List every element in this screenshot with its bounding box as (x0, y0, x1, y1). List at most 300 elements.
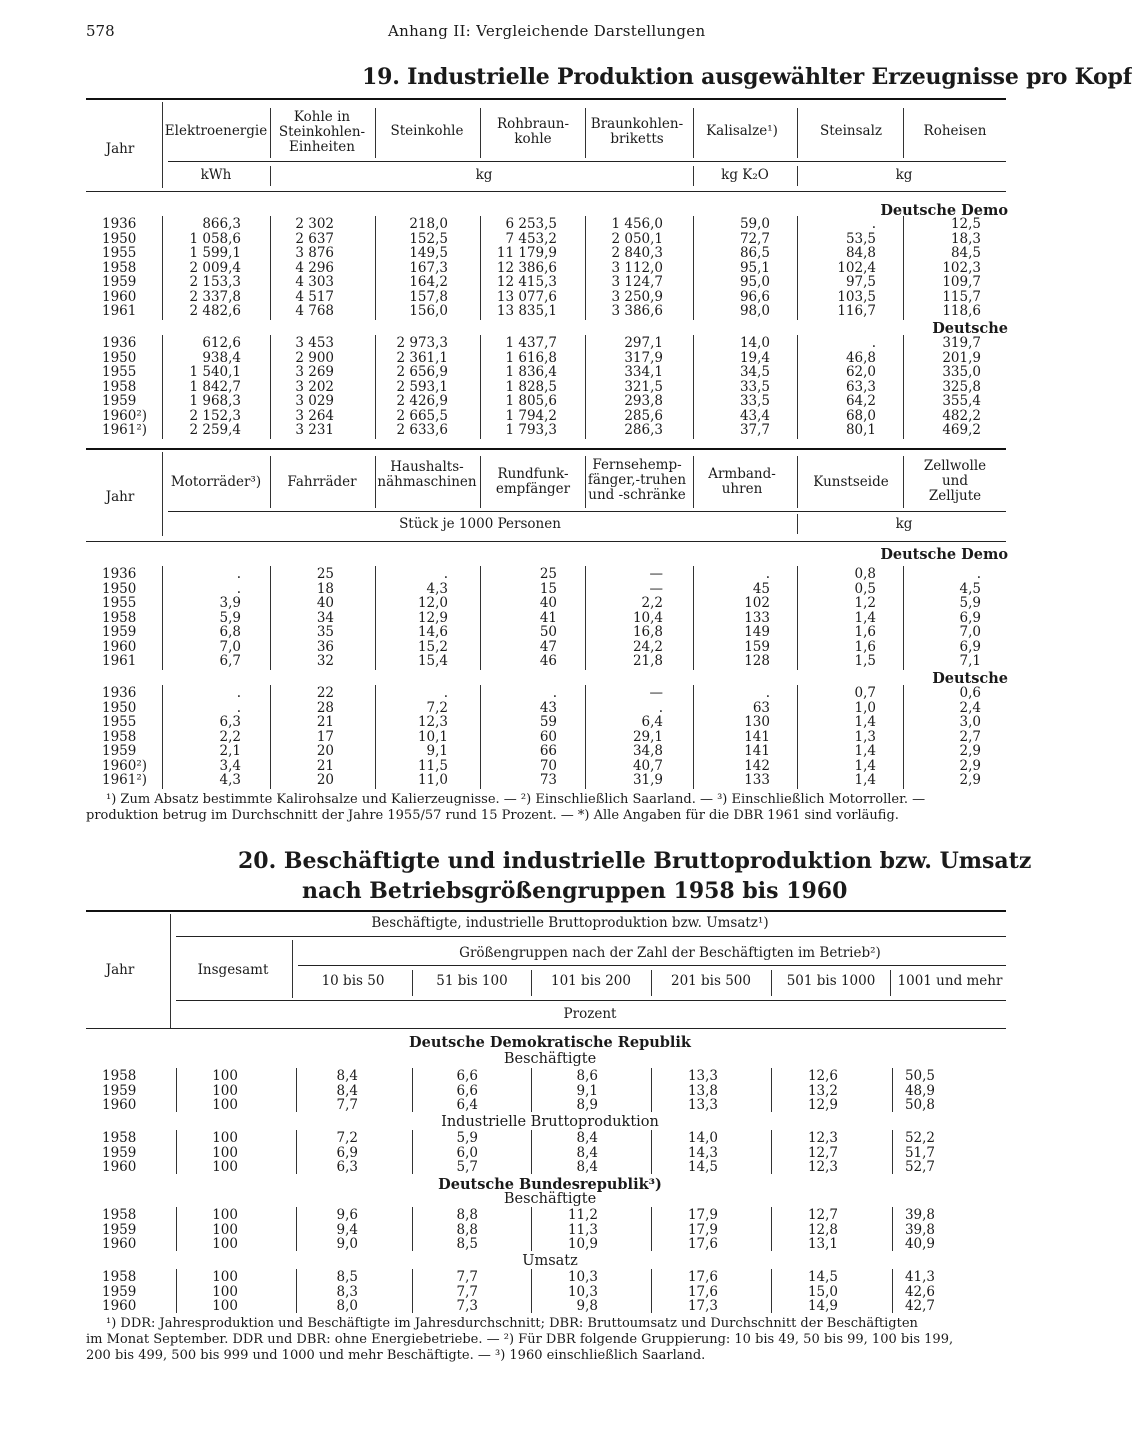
table20-jahr-label: Jahr (105, 962, 135, 978)
table19-column-header: Rundfunk- empfänger (495, 466, 571, 497)
row-value: 3,9 (219, 595, 241, 611)
row-value: 1,6 (854, 624, 876, 640)
row-value: 102,3 (942, 259, 981, 276)
row-value: 11,0 (417, 772, 448, 788)
table-row (0, 654, 1024, 668)
column-divider (892, 1207, 893, 1251)
rule-line (298, 965, 1006, 966)
row-value: 6,6 (456, 1082, 478, 1099)
column-divider (162, 102, 163, 188)
row-value: 2 152,3 (189, 407, 241, 424)
row-value: 7,2 (336, 1130, 358, 1146)
column-divider (693, 166, 694, 186)
row-value: 19,4 (739, 349, 770, 366)
row-value: 3 264 (295, 407, 334, 424)
row-value: 17,9 (687, 1207, 718, 1223)
column-divider (693, 108, 694, 158)
table20-group-dbr: Deutsche Bundesrepublik³) (438, 1176, 662, 1193)
table19-column-header: Kalisalze¹) (706, 123, 778, 139)
row-value: 1,6 (854, 638, 876, 655)
row-value: 40 (539, 595, 557, 611)
row-value: 2 973,3 (396, 335, 448, 351)
row-value: 1,5 (854, 653, 876, 669)
row-value: 14,6 (417, 624, 448, 640)
column-divider (693, 456, 694, 508)
row-value: 8,4 (576, 1159, 598, 1175)
column-divider (412, 1207, 413, 1251)
column-divider (296, 1130, 297, 1174)
row-value: 73 (539, 772, 557, 788)
row-value: 14,5 (687, 1159, 718, 1175)
row-value: 1,4 (854, 743, 876, 759)
row-year: 1950 (102, 580, 137, 597)
table19-column-header: Roheisen (923, 123, 987, 139)
column-divider (903, 216, 904, 320)
row-value: 1,4 (854, 609, 876, 626)
row-value: 29,1 (632, 728, 663, 745)
row-value: 9,4 (336, 1221, 358, 1238)
table20-unit: Prozent (563, 1006, 617, 1022)
table20-subheader: Industrielle Bruttoproduktion (441, 1114, 659, 1130)
table19-unit: kWh (200, 167, 232, 183)
column-divider (892, 1068, 893, 1112)
column-divider (176, 1068, 177, 1112)
row-value: 20 (316, 772, 334, 788)
row-value: 4 768 (295, 303, 334, 319)
table20-subheader: Beschäftigte (503, 1191, 597, 1207)
row-value: 34 (316, 609, 334, 626)
row-value: . (236, 699, 241, 716)
row-value: 0,7 (854, 685, 876, 701)
row-value: 109,7 (942, 274, 981, 290)
column-divider (797, 216, 798, 320)
row-value: 39,8 (904, 1221, 935, 1238)
table19-column-header: Kohle in Steinkohlen- Einheiten (278, 109, 366, 155)
column-divider (531, 1269, 532, 1313)
row-value: 8,5 (456, 1236, 478, 1252)
row-value: 2 665,5 (396, 407, 448, 424)
row-value: 5,9 (219, 609, 241, 626)
row-year: 1958 (102, 609, 137, 626)
row-year: 1955 (102, 364, 137, 380)
column-divider (270, 166, 271, 186)
column-divider (585, 216, 586, 320)
row-value: 100 (212, 1283, 238, 1300)
row-year: 1960²) (102, 407, 148, 424)
column-divider (531, 1207, 532, 1251)
row-value: 43 (539, 699, 557, 716)
table19-column-header: Fernsehemp- fänger,-truhen und -schränke (587, 457, 687, 503)
row-value: — (649, 580, 663, 597)
row-value: 52,2 (904, 1130, 935, 1146)
rule-line (86, 448, 1006, 450)
row-value: 8,3 (336, 1283, 358, 1300)
row-value: 1,3 (854, 728, 876, 745)
table19-unit: Stück je 1000 Personen (399, 516, 561, 532)
row-value: 9,0 (336, 1236, 358, 1252)
column-divider (797, 514, 798, 534)
row-value: 1,4 (854, 772, 876, 788)
table-row (0, 1223, 1024, 1237)
row-value: 938,4 (202, 349, 241, 366)
row-value: 2 840,3 (611, 245, 663, 261)
row-value: 100 (212, 1298, 238, 1314)
rule-line (86, 1028, 1006, 1029)
row-value: 3 250,9 (611, 288, 663, 305)
row-value: 118,6 (942, 303, 981, 319)
row-value: 12,6 (807, 1068, 838, 1084)
row-value: 28 (316, 699, 334, 716)
table19-unit: kg (475, 167, 493, 183)
row-value: 2,2 (641, 595, 663, 611)
row-value: 1 793,3 (505, 422, 557, 438)
row-value: 128 (744, 653, 770, 669)
row-value: 3 202 (295, 378, 334, 395)
column-divider (693, 335, 694, 439)
table20-subheader: Umsatz (522, 1253, 578, 1269)
column-divider (270, 216, 271, 320)
row-value: 3 231 (295, 422, 334, 438)
row-value: 116,7 (837, 303, 876, 319)
row-value: 2,9 (959, 743, 981, 759)
table-row (0, 394, 1024, 408)
row-value: 36 (316, 638, 334, 655)
rule-line (168, 161, 1006, 162)
row-value: 63 (752, 699, 770, 716)
table-row (0, 1084, 1024, 1098)
row-value: 8,6 (576, 1068, 598, 1084)
column-divider (270, 108, 271, 158)
row-value: 37,7 (739, 422, 770, 438)
row-value: 6,9 (336, 1144, 358, 1161)
table-row (0, 759, 1024, 773)
row-value: 4 517 (295, 288, 334, 305)
row-value: 2 482,6 (189, 303, 241, 319)
row-value: . (443, 685, 448, 701)
table-row (0, 232, 1024, 246)
row-value: 3 453 (295, 335, 334, 351)
row-year: 1936 (102, 685, 137, 701)
row-value: 95,1 (739, 259, 770, 276)
table-row (0, 1237, 1024, 1251)
row-value: 40,7 (632, 757, 663, 774)
table20-size-column: 201 bis 500 (670, 973, 751, 989)
row-value: . (443, 566, 448, 582)
row-value: 1 828,5 (505, 378, 557, 395)
column-divider (162, 566, 163, 670)
row-value: 469,2 (942, 422, 981, 438)
row-value: 40,9 (904, 1236, 935, 1252)
row-value: 1 836,4 (505, 364, 557, 380)
row-value: 7,7 (336, 1097, 358, 1113)
row-value: 6,4 (641, 714, 663, 730)
column-divider (162, 216, 163, 320)
row-value: 84,8 (845, 245, 876, 261)
table-row (0, 275, 1024, 289)
table-row (0, 744, 1024, 758)
row-value: 7 453,2 (505, 230, 557, 247)
row-value: — (649, 566, 663, 582)
row-value: 133 (744, 772, 770, 788)
column-divider (531, 1068, 532, 1112)
row-value: 1,0 (854, 699, 876, 716)
row-value: 11 179,9 (496, 245, 557, 261)
row-value: 51,7 (904, 1144, 935, 1161)
table20-size-column: 10 bis 50 (321, 973, 385, 989)
row-value: 286,3 (624, 422, 663, 438)
row-value: 8,8 (456, 1207, 478, 1223)
row-value: 8,8 (456, 1221, 478, 1238)
column-divider (771, 1130, 772, 1174)
table-row (0, 640, 1024, 654)
column-divider (412, 970, 413, 996)
row-year: 1959 (102, 393, 137, 409)
row-value: 14,3 (687, 1144, 718, 1161)
row-value: 103,5 (837, 288, 876, 305)
rule-line (176, 936, 1006, 937)
table20-title-line2: nach Betriebsgrößengruppen 1958 bis 1960 (302, 878, 848, 904)
row-value: . (236, 566, 241, 582)
row-value: 13,3 (687, 1097, 718, 1113)
row-year: 1955 (102, 714, 137, 730)
row-year: 1960 (102, 1236, 137, 1252)
row-value: 53,5 (845, 230, 876, 247)
row-value: 14,0 (687, 1130, 718, 1146)
row-value: 12,3 (807, 1130, 838, 1146)
row-value: 39,8 (904, 1207, 935, 1223)
row-year: 1958 (102, 728, 137, 745)
column-divider (892, 1130, 893, 1174)
row-value: 13,1 (807, 1236, 838, 1252)
row-value: 10,1 (417, 728, 448, 745)
row-year: 1959 (102, 1144, 137, 1161)
row-value: 80,1 (845, 422, 876, 438)
row-value: 6 253,5 (505, 216, 557, 232)
column-divider (585, 335, 586, 439)
row-value: 325,8 (942, 378, 981, 395)
row-value: 13,2 (807, 1082, 838, 1099)
running-header: Anhang II: Vergleichende Darstellungen (388, 22, 706, 40)
table-row (0, 1131, 1024, 1145)
row-value: 201,9 (942, 349, 981, 366)
row-value: 100 (212, 1221, 238, 1238)
column-divider (771, 1068, 772, 1112)
row-value: 2 153,3 (189, 274, 241, 290)
column-divider (771, 1207, 772, 1251)
table19-column-header: Armband- uhren (708, 466, 776, 497)
row-value: 42,7 (904, 1298, 935, 1314)
table20-groessen-header: Größengruppen nach der Zahl der Beschäftigten im Betrieb²) (459, 945, 881, 961)
table20-group-ddr: Deutsche Demokratische Republik (409, 1034, 691, 1051)
row-value: 100 (212, 1068, 238, 1084)
row-value: 3,0 (959, 714, 981, 730)
row-value: 355,4 (942, 393, 981, 409)
row-value: 0,8 (854, 566, 876, 582)
row-value: 14,0 (739, 335, 770, 351)
row-value: 2,2 (219, 728, 241, 745)
rule-line (176, 1000, 1006, 1001)
row-value: 20 (316, 743, 334, 759)
row-value: 1 456,0 (611, 216, 663, 232)
row-value: 3 386,6 (611, 303, 663, 319)
column-divider (296, 1207, 297, 1251)
row-value: 319,7 (942, 335, 981, 351)
row-value: 3 269 (295, 364, 334, 380)
row-value: 64,2 (845, 393, 876, 409)
table20-subheader: Beschäftigte (503, 1051, 597, 1067)
column-divider (170, 914, 171, 1028)
row-value: 100 (212, 1159, 238, 1175)
row-value: 50,5 (904, 1068, 935, 1084)
row-value: 141 (744, 743, 770, 759)
row-value: 14,9 (807, 1298, 838, 1314)
row-value: 10,4 (632, 609, 663, 626)
row-value: 6,9 (959, 638, 981, 655)
row-value: . (765, 685, 770, 701)
row-value: 7,1 (959, 653, 981, 669)
table19-column-header: Braunkohlen- briketts (590, 116, 684, 147)
row-value: 66 (539, 743, 557, 759)
column-divider (771, 970, 772, 996)
row-value: 293,8 (624, 393, 663, 409)
column-divider (270, 335, 271, 439)
row-value: 24,2 (632, 638, 663, 655)
row-value: 1 540,1 (189, 364, 241, 380)
row-value: 16,8 (632, 624, 663, 640)
row-value: 13,8 (687, 1082, 718, 1099)
row-year: 1959 (102, 1082, 137, 1099)
rule-line (168, 511, 1006, 512)
row-year: 1960²) (102, 757, 148, 774)
column-divider (480, 685, 481, 789)
table-row (0, 701, 1024, 715)
table19-column-header: Motorräder³) (170, 474, 262, 490)
row-value: 3 876 (295, 245, 334, 261)
row-value: 50 (539, 624, 557, 640)
row-value: 1 599,1 (189, 245, 241, 261)
row-value: 32 (316, 653, 334, 669)
row-value: 7,2 (426, 699, 448, 716)
table-row (0, 686, 1024, 700)
row-value: 17,9 (687, 1221, 718, 1238)
row-value: 4,5 (959, 580, 981, 597)
row-value: 21 (316, 714, 334, 730)
row-value: 63,3 (845, 378, 876, 395)
column-divider (903, 685, 904, 789)
column-divider (797, 566, 798, 670)
table19-footnote: ¹) Zum Absatz bestimmte Kalirohsalze und Kalierzeugnisse. — ²) Einschließlich Saarland. — ³) Einschließlich Motorroller. — (106, 792, 926, 807)
table20-size-column: 501 bis 1000 (786, 973, 876, 989)
row-value: 2 259,4 (189, 422, 241, 438)
row-year: 1936 (102, 566, 137, 582)
table-row (0, 261, 1024, 275)
table19-unit: kg (895, 167, 913, 183)
column-divider (412, 1130, 413, 1174)
row-value: 8,0 (336, 1298, 358, 1314)
row-value: . (871, 216, 876, 232)
row-value: 8,4 (576, 1130, 598, 1146)
row-value: 12,5 (950, 216, 981, 232)
row-value: 68,0 (845, 407, 876, 424)
column-divider (176, 1130, 177, 1174)
row-value: 25 (539, 566, 557, 582)
row-value: 62,0 (845, 364, 876, 380)
column-divider (480, 108, 481, 158)
table-row (0, 1285, 1024, 1299)
table-row (0, 773, 1024, 787)
row-value: 33,5 (739, 393, 770, 409)
table-row (0, 596, 1024, 610)
column-divider (585, 566, 586, 670)
row-value: . (871, 335, 876, 351)
row-value: 218,0 (409, 216, 448, 232)
row-value: 17,3 (687, 1298, 718, 1314)
row-value: 141 (744, 728, 770, 745)
table19-group-ddr: Deutsche Demo (880, 546, 1008, 563)
table19-unit: kg (895, 516, 913, 532)
table20-footnote: 200 bis 499, 500 bis 999 und 1000 und mehr Beschäftigte. — ³) 1960 einschließlich Saarland. (86, 1348, 706, 1363)
table-row (0, 409, 1024, 423)
row-value: 334,1 (624, 364, 663, 380)
table-row (0, 423, 1024, 437)
row-year: 1950 (102, 699, 137, 716)
row-value: 17,6 (687, 1236, 718, 1252)
row-value: 1 058,6 (189, 230, 241, 247)
table20-header-main: Beschäftigte, industrielle Bruttoproduktion bzw. Umsatz¹) (371, 915, 769, 931)
row-value: 8,5 (336, 1269, 358, 1285)
row-year: 1936 (102, 216, 137, 232)
row-value: 100 (212, 1207, 238, 1223)
row-value: 21 (316, 757, 334, 774)
row-value: 2 337,8 (189, 288, 241, 305)
table-row (0, 715, 1024, 729)
row-value: 157,8 (409, 288, 448, 305)
row-value: 133 (744, 609, 770, 626)
row-value: 156,0 (409, 303, 448, 319)
row-value: 100 (212, 1236, 238, 1252)
row-value: 12 415,3 (496, 274, 557, 290)
column-divider (797, 166, 798, 186)
row-value: 17 (316, 728, 334, 745)
column-divider (903, 108, 904, 158)
row-value: 31,9 (632, 772, 663, 788)
row-value: 2 302 (295, 216, 334, 232)
row-value: 13 835,1 (496, 303, 557, 319)
column-divider (296, 1269, 297, 1313)
table-row (0, 1069, 1024, 1083)
row-value: 15 (539, 580, 557, 597)
table19-jahr-label: Jahr (105, 489, 135, 505)
row-value: 52,7 (904, 1159, 935, 1175)
row-value: 25 (316, 566, 334, 582)
table-row (0, 1270, 1024, 1284)
row-value: 13 077,6 (496, 288, 557, 305)
column-divider (651, 1130, 652, 1174)
table20-footnote: ¹) DDR: Jahresproduktion und Beschäftigte im Jahresdurchschnitt; DBR: Bruttoumsatz und Durchschnitt der Beschäftigten (106, 1316, 918, 1331)
row-value: 12,0 (417, 595, 448, 611)
row-value: 34,8 (632, 743, 663, 759)
table-row (0, 1299, 1024, 1313)
row-value: 2 050,1 (611, 230, 663, 247)
row-value: 0,5 (854, 580, 876, 597)
table20-footnote: im Monat September. DDR und DBR: ohne Energiebetriebe. — ²) Für DBR folgende Gruppierung: 10 bis 49, 50 bis 99, 100 bis 199, (86, 1332, 954, 1347)
rule-line (86, 98, 1006, 100)
row-year: 1958 (102, 1130, 137, 1146)
row-value: 8,4 (336, 1068, 358, 1084)
row-value: 60 (539, 728, 557, 745)
row-value: 2,7 (959, 728, 981, 745)
table20-title-line1: 20. Beschäftigte und industrielle Bruttoproduktion bzw. Umsatz (238, 848, 1032, 874)
